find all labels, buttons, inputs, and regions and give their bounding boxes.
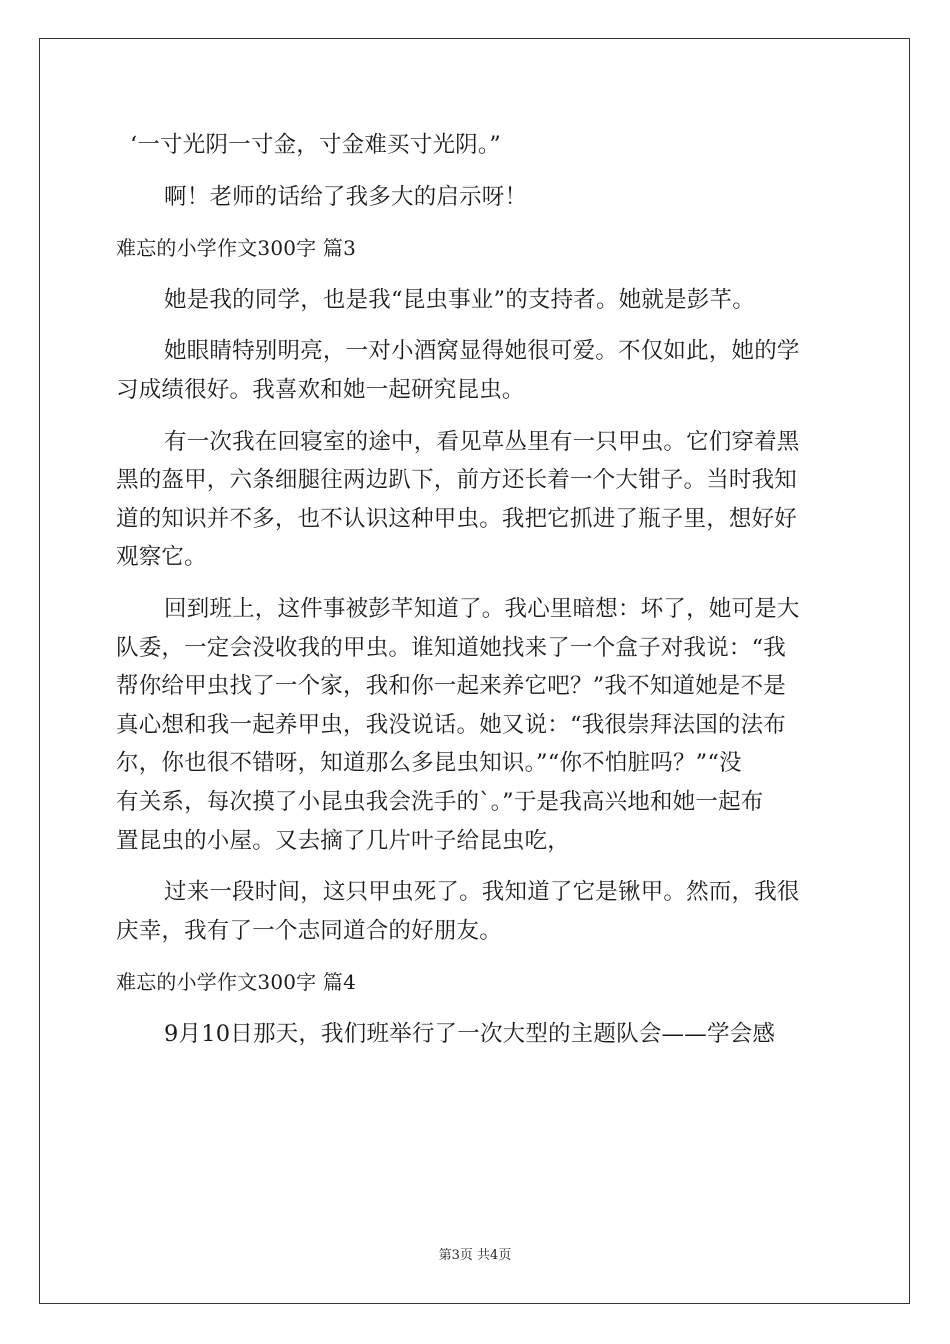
- paragraph: [116, 590, 836, 860]
- text-line: 帮你给甲虫找了一个家，我和你一起来养它吧？”我不知道她是不是: [116, 673, 787, 700]
- heading-text: 难忘的小学作文300字 篇4: [116, 970, 357, 995]
- heading-text: 难忘的小学作文300字 篇3: [116, 236, 357, 261]
- text-line: 有关系，每次摸了小昆虫我会洗手的`。”于是我高兴地和她一起布: [116, 788, 764, 815]
- page-footer: 第3页 共4页: [438, 1248, 512, 1263]
- paragraph: [116, 281, 836, 320]
- text-line: 习成绩很好。我喜欢和她一起研究昆虫。: [116, 376, 525, 403]
- paragraph: [116, 873, 836, 950]
- text-line: ‘一寸光阴一寸金，寸金难买寸光阴。”: [130, 132, 502, 158]
- text-line: 过来一段时间，这只甲虫死了。我知道了它是锹甲。然而，我很: [164, 879, 800, 906]
- document-body: [116, 126, 836, 1066]
- paragraph: [116, 1015, 836, 1054]
- text-line: 道的知识并不多，也不认识这种甲虫。我把它抓进了瓶子里，想好好: [116, 505, 798, 532]
- paragraph: [116, 423, 836, 577]
- text-line: 她眼睛特别明亮，一对小酒窝显得她很可爱。不仅如此，她的学: [164, 338, 800, 365]
- section-heading: [116, 229, 836, 268]
- text-line: 队委，一定会没收我的甲虫。谁知道她找来了一个盒子对我说：“我: [116, 634, 787, 661]
- paragraph: [116, 126, 836, 165]
- text-line: 有一次我在回寝室的途中，看见草丛里有一只甲虫。它们穿着黑: [164, 428, 800, 455]
- text-line: 观察它。: [116, 544, 207, 571]
- text-line: 啊！老师的话给了我多大的启示呀！: [164, 183, 528, 210]
- text-line: 尔，你也很不错呀，知道那么多昆虫知识。”“你不怕脏吗？”“没: [116, 750, 742, 777]
- text-line: 真心想和我一起养甲虫，我没说话。她又说：“我很崇拜法国的法布: [116, 711, 787, 738]
- paragraph: [116, 332, 836, 409]
- text-line: 庆幸，我有了一个志同道合的好朋友。: [116, 917, 502, 944]
- text-line: 9月10日那天，我们班举行了一次大型的主题队会——学会感: [164, 1020, 776, 1047]
- section-heading: [116, 963, 836, 1002]
- text-line: 置昆虫的小屋。又去摘了几片叶子给昆虫吃，: [116, 827, 571, 854]
- text-line: 回到班上，这件事被彭芊知道了。我心里暗想：坏了，她可是大: [164, 595, 800, 622]
- text-line: 她是我的同学，也是我“昆虫事业”的支持者。她就是彭芊。: [164, 286, 755, 313]
- text-line: 黑的盔甲，六条细腿往两边趴下，前方还长着一个大钳子。当时我知: [116, 467, 798, 494]
- paragraph: [116, 178, 836, 217]
